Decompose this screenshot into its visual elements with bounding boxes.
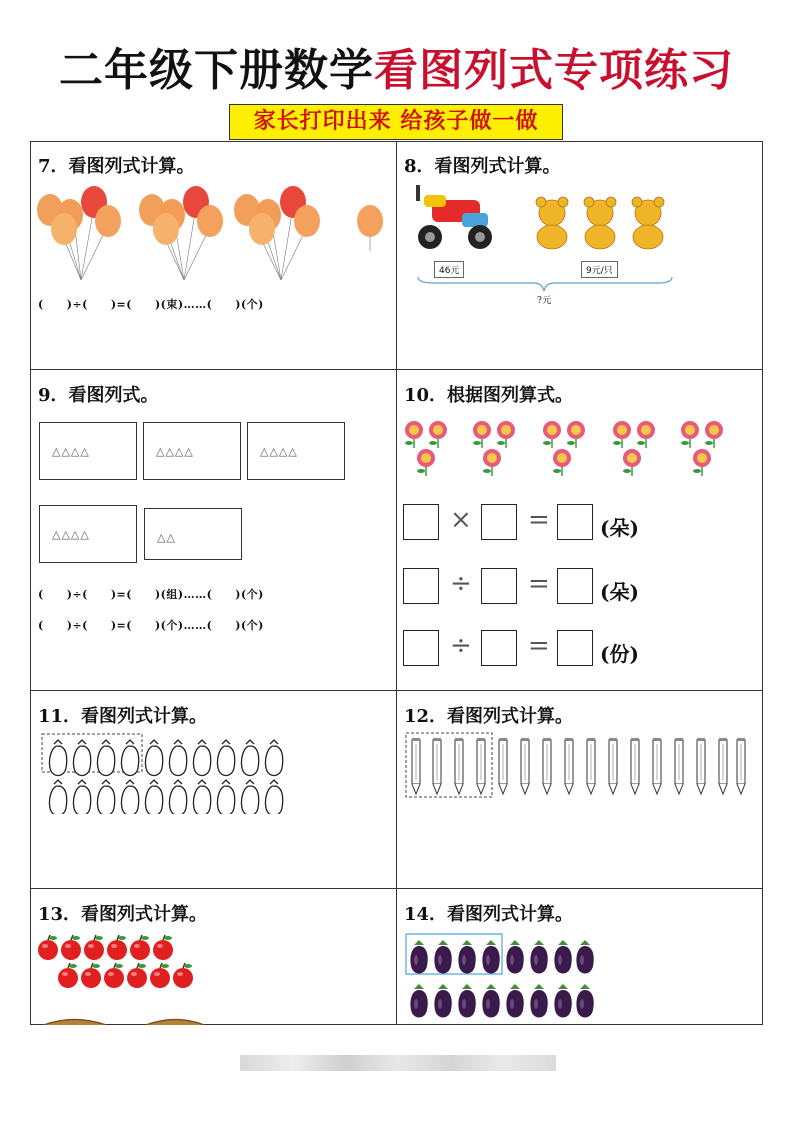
triangle-group [39,505,137,563]
answer-box[interactable] [403,630,439,666]
answer-box[interactable] [481,630,517,666]
pencils-picture [405,732,750,800]
q9-equation-2: ( )÷( )=( )(个)……( )(个) [38,619,264,632]
times-sign: × [450,505,472,535]
answer-box[interactable] [481,568,517,604]
q13-title: 13．看图列式计算。 [38,904,208,925]
total-price: ?元 [537,296,552,306]
grid-divider [396,141,397,1025]
unit-label: (朵) [600,516,639,540]
answer-box[interactable] [403,568,439,604]
triangle-group [144,508,242,560]
grid-divider [30,888,763,889]
divide-sign: ÷ [450,569,472,599]
apples-picture [36,932,206,1025]
triangles: △△△△ [52,445,90,458]
answer-box[interactable] [481,504,517,540]
triangle-group [39,422,137,480]
balloons-picture [36,185,392,285]
triangles: △△△△ [260,445,298,458]
eggplant-outline-picture [40,732,290,814]
q10-title: 10．根据图列算式。 [404,385,574,406]
triangle-group [247,422,345,480]
q9-equation-1: ( )÷( )=( )(组)……( )(个) [38,588,264,601]
triangles: △△△△ [52,528,90,541]
blurred-footer [240,1055,556,1071]
answer-box[interactable] [557,630,593,666]
grid-divider [30,369,763,370]
grid-divider [30,690,763,691]
title-red: 看图列式专项练习 [374,45,734,96]
triangles: △△ [157,531,176,544]
equals-sign: = [528,569,550,599]
q9-title: 9．看图列式。 [38,385,159,406]
toy-motorbike-icon [416,185,492,249]
triangle-group [143,422,241,480]
q7-title: 7．看图列式计算。 [38,156,195,177]
eggplants-picture [404,932,604,1022]
equals-sign: = [528,631,550,661]
unit-label: (朵) [600,580,639,604]
answer-box[interactable] [557,568,593,604]
q8-title: 8．看图列式计算。 [404,156,561,177]
triangles: △△△△ [156,445,194,458]
answer-box[interactable] [403,504,439,540]
bear-price: 9元/只 [581,261,618,278]
q11-title: 11．看图列式计算。 [38,706,208,727]
q14-title: 14．看图列式计算。 [404,904,574,925]
flowers-picture [402,416,742,484]
unit-label: (份) [600,642,639,666]
q7-equation: ( )÷( )=( )(束)……( )(个) [38,298,264,311]
motorbike-bears-picture [414,185,684,305]
equals-sign: = [528,505,550,535]
page-title [0,34,793,98]
title-black: 二年级下册数学 [59,45,374,96]
q12-title: 12．看图列式计算。 [404,706,574,727]
divide-sign: ÷ [450,631,472,661]
banner: 家长打印出来 给孩子做一做 [229,104,563,140]
answer-box[interactable] [557,504,593,540]
motorbike-price: 46元 [434,261,464,278]
